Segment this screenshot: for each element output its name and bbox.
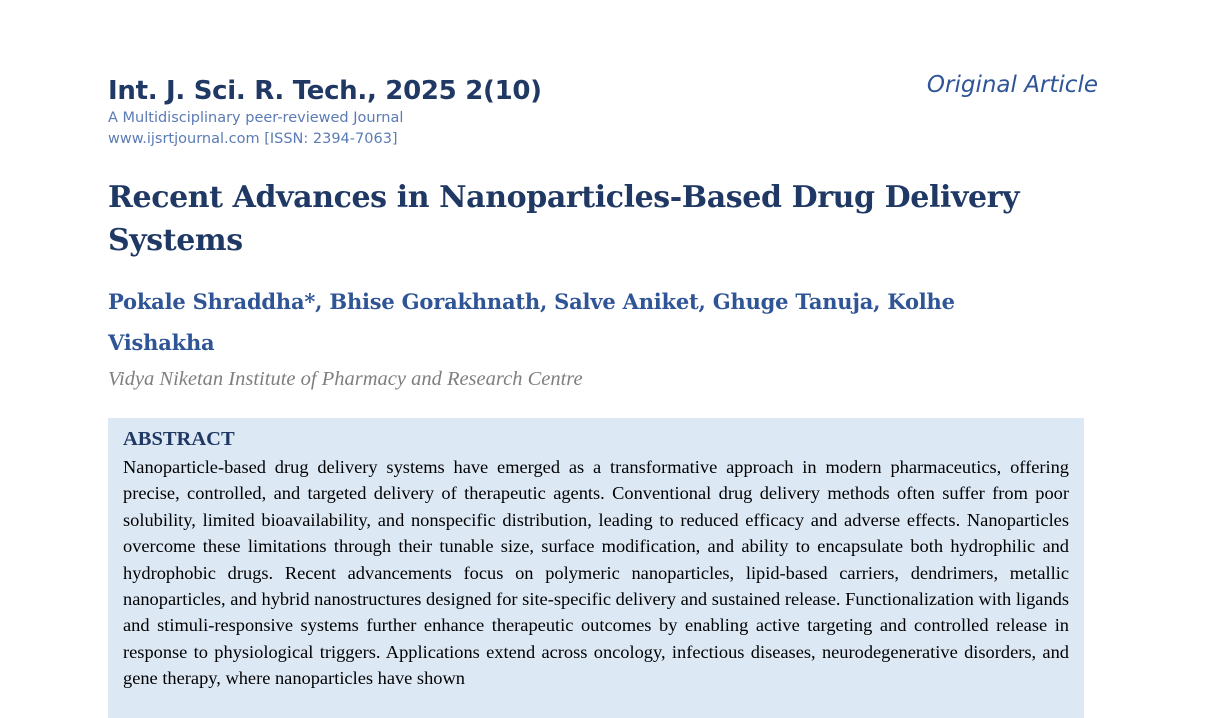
paper-title: Recent Advances in Nanoparticles-Based Drug Delivery Systems bbox=[108, 180, 1020, 258]
journal-tagline: A Multidisciplinary peer-reviewed Journal bbox=[108, 110, 404, 126]
article-type: Original Article bbox=[926, 72, 1098, 98]
author-list: Pokale Shraddha*, Bhise Gorakhnath, Salve Aniket, Ghuge Tanuja, Kolhe Vishakha bbox=[108, 289, 955, 355]
abstract-text: Nanoparticle-based drug delivery systems have emerged as a transformative approach in modern pharmaceutics, offering precise, controlled, and targeted delivery of therapeutic agents. Conventional drug delivery methods often suffer from poor solubility, limited bioavailability, and nonspecific distribution, leading to reduced efficacy and adverse effects. Nanoparticles overcome these limitations through their tunable size, surface modification, and ability to encapsulate both hydrophilic and hydrophobic drugs. Recent advancements focus on polymeric nanoparticles, lipid-based carriers, dendrimers, metallic nanoparticles, and hybrid nanostructures designed for site-specific delivery and sustained release. Functionalization with ligands and stimuli-responsive systems further enhance therapeutic outcomes by enabling active targeting and controlled release in response to physiological triggers. Applications extend across oncology, infectious diseases, neurodegenerative disorders, and gene therapy, where nanoparticles have shown bbox=[123, 457, 1069, 689]
abstract-heading: ABSTRACT bbox=[123, 428, 235, 450]
journal-name: Int. J. Sci. R. Tech., 2025 2(10) bbox=[108, 76, 542, 106]
journal-header bbox=[108, 74, 1098, 150]
journal-website-issn: www.ijsrtjournal.com [ISSN: 2394-7063] bbox=[108, 131, 398, 147]
abstract-section bbox=[108, 418, 1084, 718]
author-affiliation: Vidya Niketan Institute of Pharmacy and Research Centre bbox=[108, 368, 583, 390]
